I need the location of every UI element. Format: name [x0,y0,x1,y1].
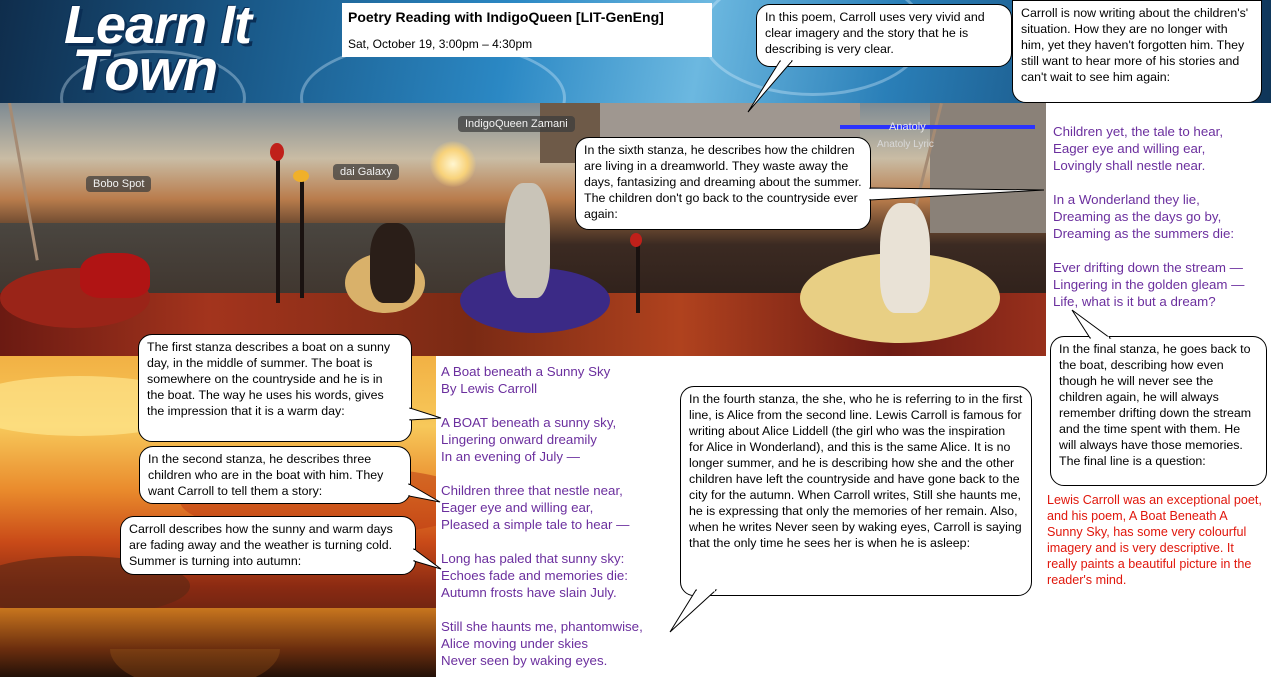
nametag-indigoqueen: IndigoQueen Zamani [458,116,575,132]
torch-pole [276,153,280,303]
background-building [930,103,1046,233]
event-title: Poetry Reading with IndigoQueen [LIT-GenEng] [348,9,664,25]
nametag-anatoly-lyric: Anatoly Lyric [877,139,934,150]
bubble-sixth-stanza: In the sixth stanza, he describes how the children are living in a dreamworld. They waste away the days, fantasizing and dreaming about the summer. The children don't go back to the countryside ever again: [575,137,871,230]
avatar-anatoly[interactable] [880,203,930,313]
bubble-second-stanza: In the second stanza, he describes three children who are in the boat with him. They want Carroll to tell them a story: [139,446,411,504]
nametag-bobo-spot: Bobo Spot [86,176,151,192]
learn-it-town-logo[interactable] [58,0,298,103]
logo-line-2: Town [72,38,218,103]
logo-line-1: Learn It [64,0,252,55]
blue-beam [840,125,1035,129]
poem-stanza-6: In a Wonderland they lie, Dreaming as the days go by, Dreaming as the summers die: [1053,192,1235,241]
torch-pole [636,243,640,313]
sunset-sun [430,141,476,187]
bubble-final-stanza: In the final stanza, he goes back to the boat, describing how even though he will never see the children again, he will always remember drifting down the stream and the time spent with them. He will always have those memories. The final line is a question: [1050,336,1267,486]
bubble-fourth-stanza: In the fourth stanza, the she, who he is referring to in the first line, is Alice from the second line. Lewis Carroll is famous for writing about Alice Liddell (the girl who was the inspiration for Alice in Wonderland), and this is the same Alice. It is no longer summer, and he is describing how she and the other children have left the countryside and have gone back to the city for the autumn. When Carroll writes, Still she haunts me, he is expressing that only the memories of her remain. Also, when he writes Never seen by waking eyes, Carroll is saying that the only time he sees her is when he is asleep: [680,386,1032,596]
poem-stanza-4: Still she haunts me, phantomwise, Alice moving under skies Never seen by waking eyes. [441,619,643,668]
bubble-autumn: Carroll describes how the sunny and warm days are fading away and the weather is turning cold. Summer is turning into autumn: [120,516,416,575]
painted-boat [110,649,280,677]
candle [270,143,284,161]
event-info-box [342,3,712,57]
nametag-anatoly: Anatoly [889,121,926,133]
poem-stanza-5: Children yet, the tale to hear, Eager eye and willing ear, Lovingly shall nestle near. [1053,124,1224,173]
poem-author: By Lewis Carroll [441,381,538,396]
avatar-indigoqueen[interactable] [505,183,550,298]
poem-title: A Boat beneath a Sunny Sky [441,364,611,379]
nametag-dai-galaxy: dai Galaxy [333,164,399,180]
event-date: Sat, October 19, 3:00pm – 4:30pm [348,37,533,51]
avatar-bobo-spot[interactable] [80,253,150,298]
virtual-world-scene [0,103,1046,356]
poem-stanza-3: Long has paled that sunny sky: Echoes fade and memories die: Autumn frosts have slain July. [441,551,629,600]
avatar-dai-galaxy[interactable] [370,223,415,303]
torch-pole [300,178,304,298]
bubble-children-situation: Carroll is now writing about the children's' situation. How they are no longer with him, yet they haven't forgotten him. They still want to hear more of his stories and can't wait to see him again: [1012,0,1262,103]
poem-stanza-1: A BOAT beneath a sunny sky, Lingering onward dreamily In an evening of July — [441,415,617,464]
bubble-first-stanza: The first stanza describes a boat on a sunny day, in the middle of summer. The boat is somewhere on the countryside and he is in the boat. The way he uses his words, gives the impression that it is a warm day: [138,334,412,442]
candle [630,233,642,247]
conclusion-text: Lewis Carroll was an exceptional poet, and his poem, A Boat Beneath A Sunny Sky, has some very colourful imagery and is very descriptive. It really paints a beautiful picture in the reader's mind. [1047,493,1262,587]
candle [293,170,309,182]
poem-stanza-2: Children three that nestle near, Eager eye and willing ear, Pleased a simple tale to hear — [441,483,630,532]
bubble-imagery: In this poem, Carroll uses very vivid and clear imagery and the story that he is describing is very clear. [756,4,1012,67]
poem-stanza-7: Ever drifting down the stream — Lingering in the golden gleam — Life, what is it but a dream? [1053,260,1245,309]
